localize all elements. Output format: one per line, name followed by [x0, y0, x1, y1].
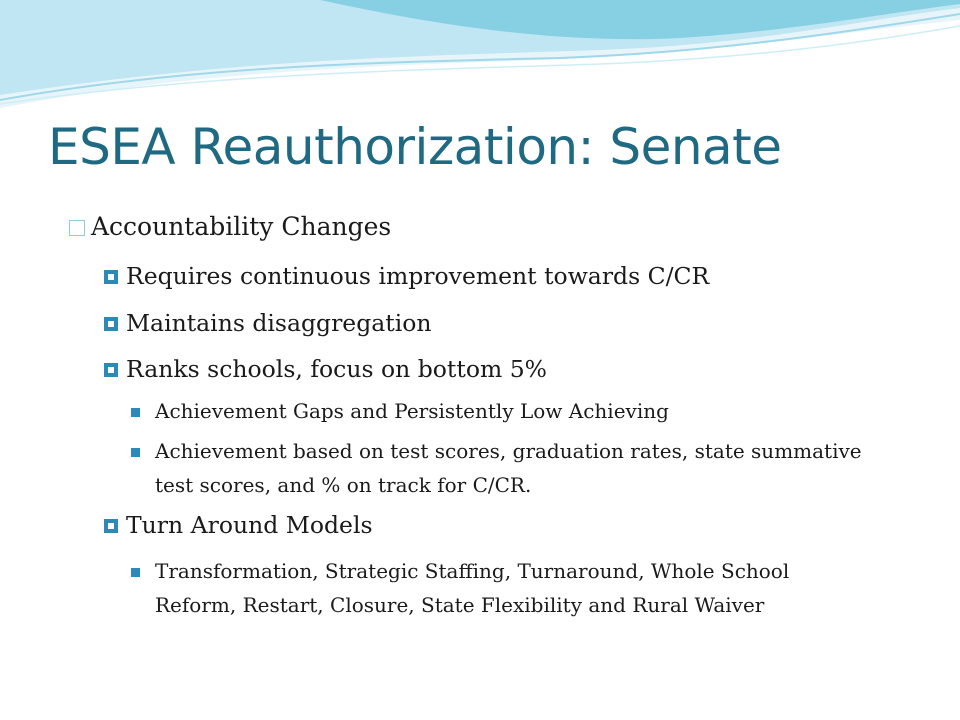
framed-square-bullet-icon: [104, 270, 118, 284]
bullet-text: Accountability Changes: [91, 212, 392, 241]
solid-square-bullet-icon: [131, 408, 140, 417]
solid-square-bullet-icon: [131, 448, 140, 457]
bullet-model-list: [155, 554, 875, 622]
bullet-text: Ranks schools, focus on bottom 5%: [126, 355, 548, 383]
framed-square-bullet-icon: [104, 519, 118, 533]
bullet-accountability-changes: [91, 212, 391, 241]
framed-square-bullet-icon: [104, 363, 118, 377]
bullet-text: Requires continuous improvement towards C/CR: [126, 262, 710, 290]
bullet-text: Maintains disaggregation: [126, 309, 432, 337]
bullet-text: Achievement based on test scores, graduation rates, state summative test scores, and % on track for C/CR.: [155, 439, 862, 497]
bullet-text: Transformation, Strategic Staffing, Turnaround, Whole School Reform, Restart, Closure, State Flexibility and Rural Waiver: [155, 559, 790, 617]
bullet-ranks-schools: [126, 355, 547, 383]
bullet-achievement-gaps: [155, 394, 875, 428]
solid-square-bullet-icon: [131, 568, 140, 577]
bullet-disaggregation: [126, 309, 432, 337]
bullet-continuous-improvement: [126, 262, 709, 290]
bullet-text: Turn Around Models: [126, 511, 373, 539]
bullet-text: Achievement Gaps and Persistently Low Achieving: [155, 399, 669, 423]
bullet-turn-around-models: [126, 511, 373, 539]
hollow-square-bullet-icon: [69, 220, 85, 236]
framed-square-bullet-icon: [104, 317, 118, 331]
slide-title: ESEA Reauthorization: Senate: [48, 118, 782, 176]
bullet-achievement-basis: [155, 434, 875, 502]
